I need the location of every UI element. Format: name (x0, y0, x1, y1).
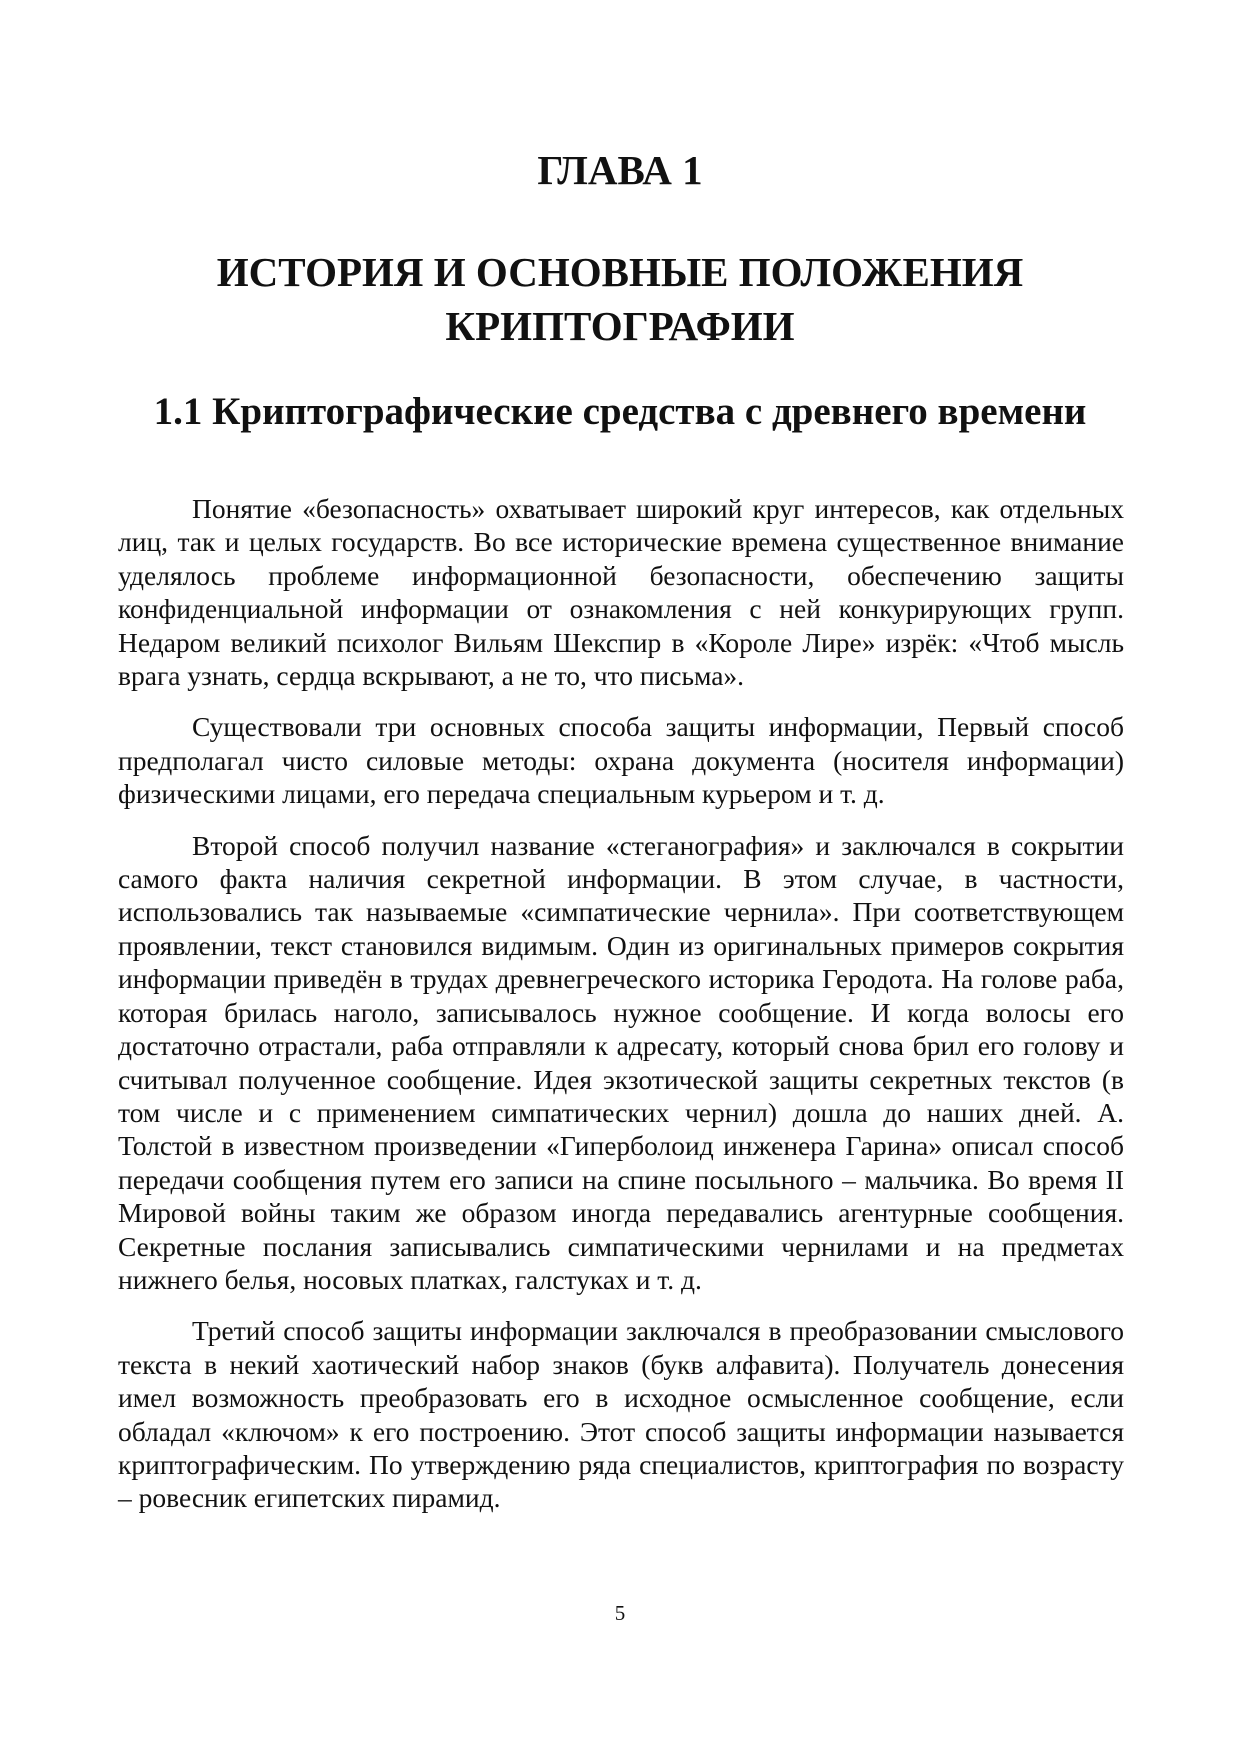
paragraph: Понятие «безопасность» охватывает широкий круг интересов, как отдельных лиц, так и целых государств. Во все исторические времена существенное внимание уделялось проблеме информационной безопасности, обеспечению защиты конфиденциальной информации от ознакомления с ней конкурирующих групп. Недаром великий психолог Вильям Шекспир в «Короле Лире» изрёк: «Чтоб мысль врага узнать, сердца вскрывают, а не то, что письма». (118, 493, 1124, 692)
chapter-title-line: ИСТОРИЯ И ОСНОВНЫЕ ПОЛОЖЕНИЯ (216, 249, 1024, 295)
paragraph: Третий способ защиты информации заключался в преобразовании смыслового текста в некий хаотический набор знаков (букв алфавита). Получатель донесения имел возможность преобразовать его в исходное осмысленное сообщение, если обладал «ключом» к его построению. Этот способ защиты информации называется криптографическим. По утверждению ряда специалистов, криптография по возрасту – ровесник египетских пирамид. (118, 1315, 1124, 1514)
chapter-title-line: КРИПТОГРАФИИ (445, 303, 795, 349)
page-number: 5 (614, 1601, 626, 1625)
paragraph: Второй способ получил название «стеганография» и заключался в сокрытии самого факта наличия секретной информации. В этом случае, в частности, использовались так называемые «симпатические чернила». При соответствующем проявлении, текст становился видимым. Один из оригинальных примеров сокрытия информации приведён в трудах древнегреческого историка Геродота. На голове раба, которая брилась наголо, записывалось нужное сообщение. И когда волосы его достаточно отрастали, раба отправляли к адресату, который снова брил его голову и считывал полученное сообщение. Идея экзотической защиты секретных текстов (в том числе и с применением симпатических чернил) дошла до наших дней. А. Толстой в известном произведении «Гиперболоид инженера Гарина» описал способ передачи сообщения путем его записи на спине посыльного – мальчика. Во время II Мировой войны таким же образом иногда передавались агентурные сообщения. Секретные послания записывались симпатическими чернилами и на предметах нижнего белья, носовых платках, галстуках и т. д. (118, 829, 1124, 1295)
chapter-label: ГЛАВА 1 (537, 147, 703, 193)
chapter-title (0, 245, 1240, 353)
body-text (118, 492, 1124, 1533)
section-title: 1.1 Криптографические средства с древнего времени (153, 390, 1087, 433)
paragraph: Существовали три основных способа защиты информации, Первый способ предполагал чисто силовые методы: охрана документа (носителя информации) физическими лицами, его передача специальным курьером и т. д. (118, 711, 1124, 810)
